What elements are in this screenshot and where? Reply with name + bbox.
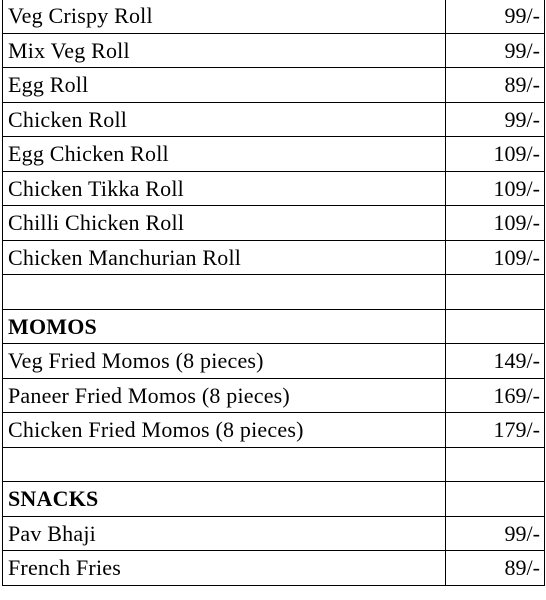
blank-cell — [3, 447, 446, 482]
item-name: Chicken Fried Momos (8 pieces) — [3, 413, 446, 448]
menu-row-item — [3, 137, 545, 172]
section-price-cell — [446, 482, 545, 517]
blank-cell — [3, 275, 446, 310]
section-heading: SNACKS — [3, 482, 446, 517]
item-price: 169/- — [446, 378, 545, 413]
menu-row-item — [3, 0, 545, 33]
item-price: 89/- — [446, 551, 545, 586]
item-name: Chicken Tikka Roll — [3, 171, 446, 206]
menu-row-item — [3, 378, 545, 413]
menu-table — [2, 0, 545, 586]
item-name: Veg Crispy Roll — [3, 0, 446, 33]
section-heading: MOMOS — [3, 309, 446, 344]
item-price: 99/- — [446, 0, 545, 33]
item-name: French Fries — [3, 551, 446, 586]
menu-row-item — [3, 413, 545, 448]
item-name: Egg Roll — [3, 68, 446, 103]
item-name: Chicken Roll — [3, 102, 446, 137]
menu-row-blank — [3, 275, 545, 310]
item-price: 109/- — [446, 171, 545, 206]
item-price: 89/- — [446, 68, 545, 103]
blank-cell — [446, 447, 545, 482]
item-name: Paneer Fried Momos (8 pieces) — [3, 378, 446, 413]
item-price: 179/- — [446, 413, 545, 448]
item-price: 109/- — [446, 206, 545, 241]
menu-row-item — [3, 551, 545, 586]
menu-row-section — [3, 309, 545, 344]
item-price: 149/- — [446, 344, 545, 379]
menu-row-item — [3, 206, 545, 241]
menu-row-item — [3, 344, 545, 379]
menu-row-blank — [3, 447, 545, 482]
item-name: Egg Chicken Roll — [3, 137, 446, 172]
section-price-cell — [446, 309, 545, 344]
menu-row-item — [3, 33, 545, 68]
menu-table-body — [3, 0, 545, 585]
item-price: 99/- — [446, 516, 545, 551]
menu-row-item — [3, 516, 545, 551]
item-price: 109/- — [446, 240, 545, 275]
item-price: 99/- — [446, 102, 545, 137]
item-price: 109/- — [446, 137, 545, 172]
item-name: Chicken Manchurian Roll — [3, 240, 446, 275]
menu-row-item — [3, 240, 545, 275]
item-name: Mix Veg Roll — [3, 33, 446, 68]
item-name: Veg Fried Momos (8 pieces) — [3, 344, 446, 379]
blank-cell — [446, 275, 545, 310]
item-price: 99/- — [446, 33, 545, 68]
menu-row-item — [3, 68, 545, 103]
menu-row-section — [3, 482, 545, 517]
item-name: Pav Bhaji — [3, 516, 446, 551]
item-name: Chilli Chicken Roll — [3, 206, 446, 241]
menu-row-item — [3, 171, 545, 206]
menu-row-item — [3, 102, 545, 137]
